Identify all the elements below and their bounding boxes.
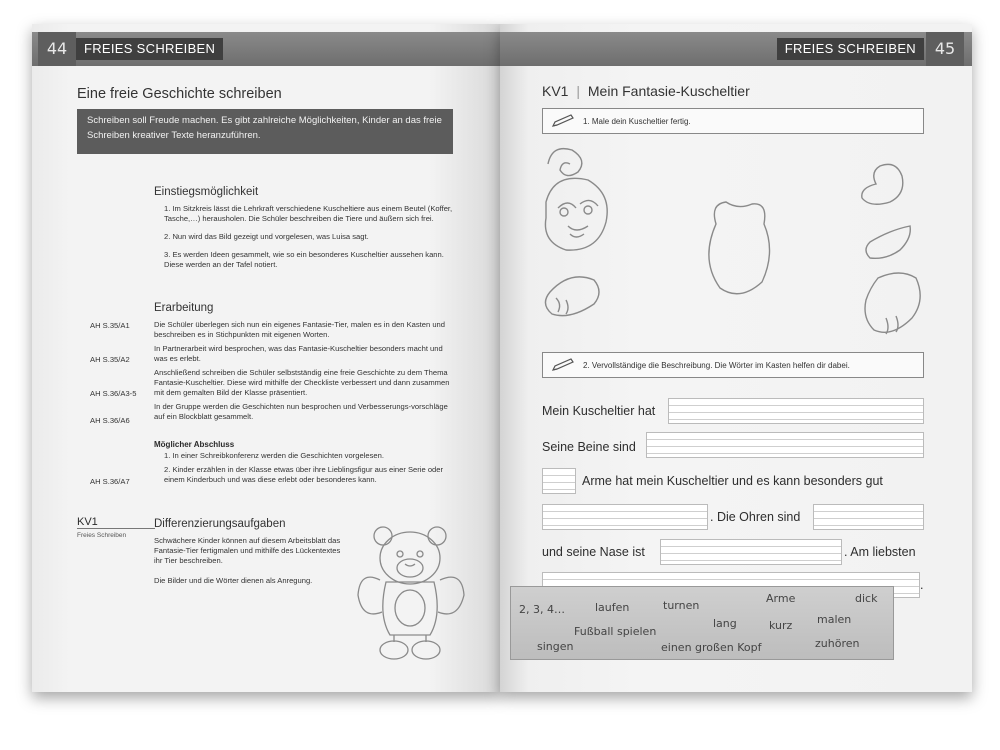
intro-box: Schreiben soll Freude machen. Es gibt zahlreiche Möglichkeiten, Kinder an das freie Schreiben kreativer Texte heranzuführen. — [77, 109, 453, 154]
worksheet-title — [542, 83, 750, 99]
reference-label: AH S.35/A2 — [90, 355, 130, 364]
sentence-3: Arme hat mein Kuscheltier und es kann besonders gut — [582, 474, 883, 488]
kv-sublabel: Freies Schreiben — [77, 532, 127, 539]
reference-label: AH S.35/A1 — [90, 321, 130, 330]
teddy-illustration — [350, 520, 470, 670]
list-item: 2. Nun wird das Bild gezeigt und vorgelesen, was Luisa sagt. — [164, 232, 369, 241]
pencil-icon — [551, 358, 575, 372]
word-bank — [510, 586, 894, 660]
abschluss-list — [154, 451, 454, 485]
differenzierung-text — [154, 536, 350, 586]
word-bank-item: zuhören — [815, 637, 860, 650]
header-title-right: FREIES SCHREIBEN — [777, 38, 924, 60]
word-bank-item: lang — [713, 617, 737, 630]
section-title-erarbeitung: Erarbeitung — [154, 302, 214, 314]
page-number-left: 44 — [38, 32, 76, 66]
write-line-5[interactable] — [813, 504, 924, 530]
section-title-abschluss: Möglicher Abschluss — [154, 440, 235, 449]
sentence-6: . Am liebsten — [844, 545, 916, 559]
reference-label: AH S.36/A7 — [90, 477, 130, 486]
left-page — [32, 24, 500, 692]
sentence-4: . Die Ohren sind — [710, 510, 801, 524]
header-title-left: FREIES SCHREIBEN — [76, 38, 223, 60]
sentence-1: Mein Kuscheltier hat — [542, 404, 656, 418]
left-page-header — [32, 32, 500, 66]
page-number-right: 45 — [926, 32, 964, 66]
write-line-2[interactable] — [646, 432, 924, 458]
task1-box — [542, 108, 924, 134]
sentence-5: und seine Nase ist — [542, 545, 645, 559]
pencil-icon — [551, 114, 575, 128]
right-page-header — [500, 32, 972, 66]
section-title-einstieg: Einstiegsmöglichkeit — [154, 186, 259, 198]
reference-label: AH S.36/A6 — [90, 416, 130, 425]
sentence-7: . — [920, 578, 924, 592]
write-line-6[interactable] — [660, 539, 842, 565]
title-divider: | — [576, 83, 580, 99]
kv-number: KV1 — [542, 83, 569, 99]
list-item: 1. In einer Schreibkonferenz werden die Geschichten vorgelesen. — [164, 451, 384, 460]
word-bank-item: malen — [817, 613, 852, 626]
task2-text: 2. Vervollständige die Beschreibung. Die Wörter im Kasten helfen dir dabei. — [583, 361, 850, 370]
worksheet-heading: Mein Fantasie-Kuscheltier — [587, 83, 750, 99]
word-bank-item: singen — [537, 640, 574, 653]
section-title-differenzierung: Differenzierungsaufgaben — [154, 518, 286, 530]
word-bank-item: kurz — [769, 619, 793, 632]
word-bank-item: laufen — [595, 601, 630, 614]
list-item: Anschließend schreiben die Schüler selbstständig eine freie Geschichte zu dem Thema Fantasie-Kuscheltier. Diese wird mithilfe der Checkliste verbessert und dann zusammen mit dem gemalten Bild der Klasse präsentiert. — [154, 368, 450, 397]
word-bank-item: turnen — [663, 599, 700, 612]
write-line-1[interactable] — [668, 398, 924, 424]
page-heading-left: Eine freie Geschichte schreiben — [77, 86, 282, 102]
word-bank-item: einen großen Kopf — [661, 641, 762, 654]
erarbeitung-list — [154, 320, 454, 422]
list-item: 1. Im Sitzkreis lässt die Lehrkraft verschiedene Kuscheltiere aus einem Beutel (Koffer, Tasche,…) herausholen. Die Schüler beschreiben die Tiere und äußern sich frei. — [164, 204, 453, 223]
write-line-3[interactable] — [542, 468, 576, 494]
einstieg-list — [154, 204, 454, 270]
sentence-2: Seine Beine sind — [542, 440, 636, 454]
list-item: Die Schüler überlegen sich nun ein eigenes Fantasie-Tier, malen es in den Kasten und beschreiben es in Stichpunkten mit eigenen Worten. — [154, 320, 445, 339]
drawing-area — [540, 142, 940, 342]
list-item: 3. Es werden Ideen gesammelt, wie so ein besonderes Kuscheltier aussehen kann. Diese werden an der Tafel notiert. — [164, 250, 444, 269]
reference-label: AH S.36/A3-5 — [90, 389, 137, 398]
word-bank-item: 2, 3, 4… — [519, 603, 565, 616]
word-bank-item: Arme — [766, 592, 796, 605]
list-item: In der Gruppe werden die Geschichten nun besprochen und Verbesserungs-vorschläge auf ein Blockblatt gesammelt. — [154, 402, 448, 421]
list-item: 2. Kinder erzählen in der Klasse etwas über ihre Lieblingsfigur aus einer Serie oder einem Kinderbuch und was diese erlebt oder besonderes kann. — [164, 465, 444, 484]
list-item: In Partnerarbeit wird besprochen, was das Fantasie-Kuscheltier besonders macht und was es erlebt. — [154, 344, 443, 363]
paragraph: Die Bilder und die Wörter dienen als Anregung. — [154, 576, 313, 585]
task1-text: 1. Male dein Kuscheltier fertig. — [583, 117, 691, 126]
paragraph: Schwächere Kinder können auf diesem Arbeitsblatt das Fantasie-Tier fertigmalen und mithilfe des Lückentextes ihr Tier beschreiben. — [154, 536, 341, 565]
kv-label: KV1 — [77, 516, 155, 529]
word-bank-item: Fußball spielen — [574, 625, 657, 638]
task2-box — [542, 352, 924, 378]
word-bank-item: dick — [855, 592, 878, 605]
write-line-4[interactable] — [542, 504, 708, 530]
